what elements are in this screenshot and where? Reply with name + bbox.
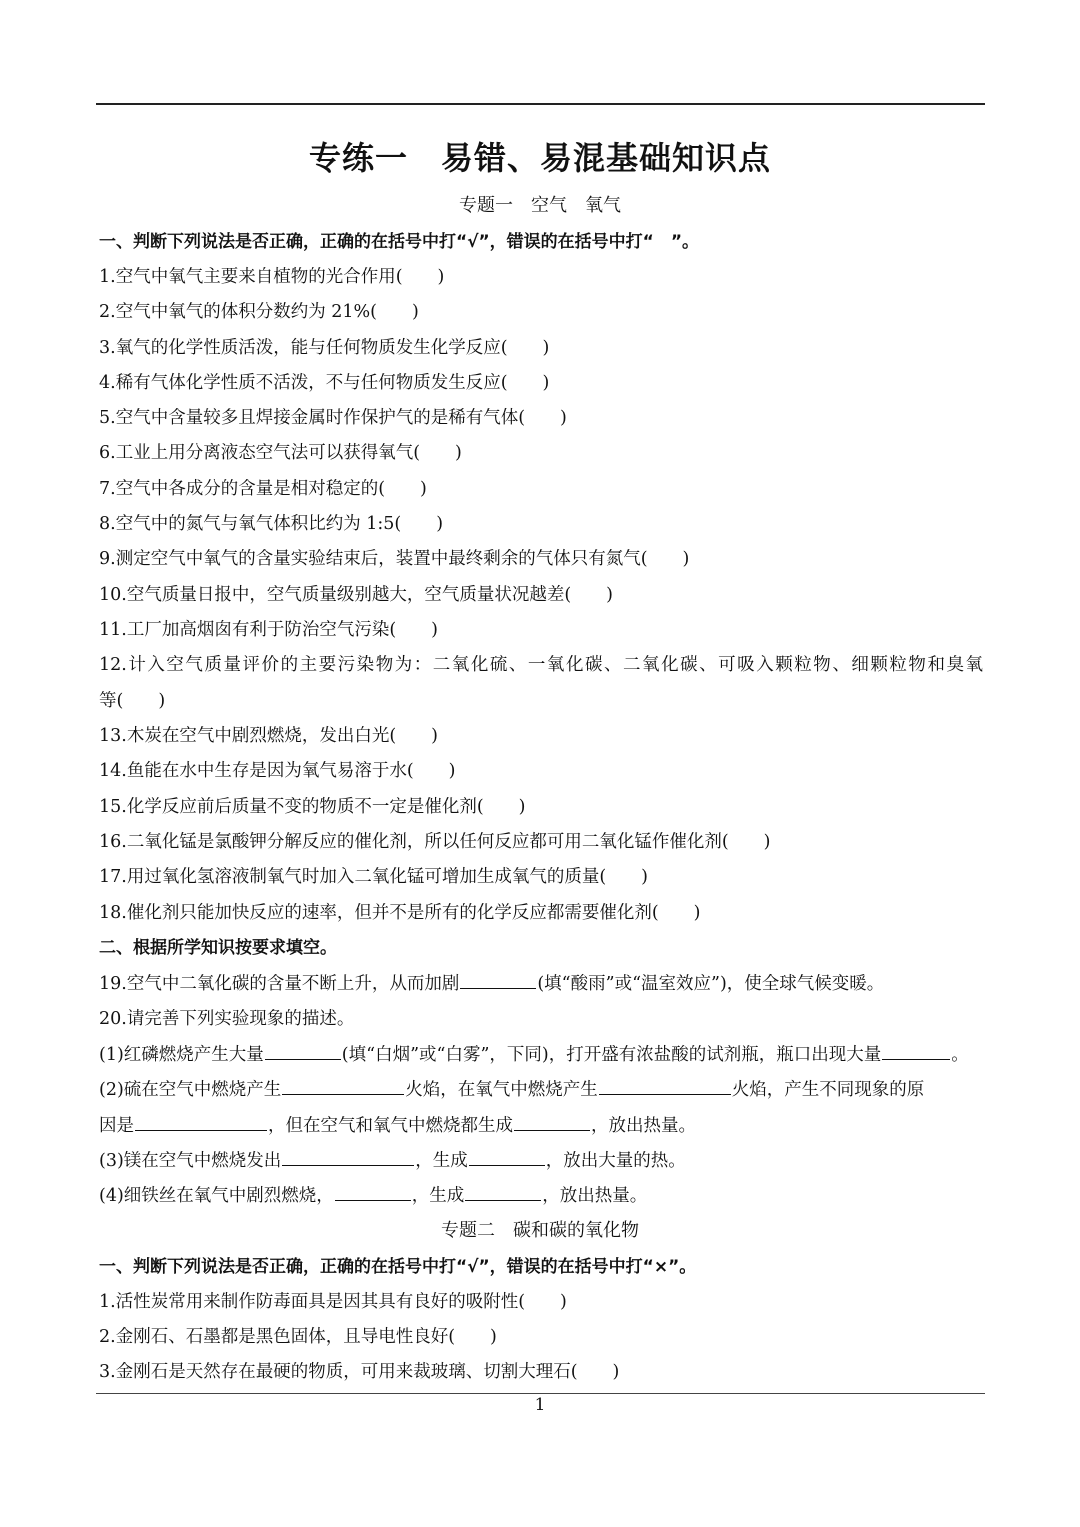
- question-20-2: (2)硫在空气中燃烧产生 火焰，在氧气中燃烧产生 火焰，产生不同现象的原: [99, 1076, 983, 1103]
- page-number: 1: [534, 1395, 546, 1415]
- answer-blank[interactable]: [599, 1076, 731, 1095]
- question-20-2-continued: 因是 ，但在空气和氧气中燃烧都生成 ，放出热量。: [99, 1112, 983, 1139]
- question-line: 1.活性炭常用来制作防毒面具是因其具有良好的吸附性( ): [99, 1292, 567, 1312]
- topic-1-heading: 专题一 空气 氧气: [459, 195, 621, 216]
- question-line: 3.金刚石是天然存在最硬的物质，可用来裁玻璃、切割大理石( ): [99, 1362, 620, 1382]
- answer-blank[interactable]: [282, 1147, 414, 1166]
- question-line: 9.测定空气中氧气的含量实验结束后，装置中最终剩余的气体只有氮气( ): [99, 549, 690, 569]
- answer-blank[interactable]: [514, 1112, 590, 1131]
- question-line: 13.木炭在空气中剧烈燃烧，发出白光( ): [99, 726, 438, 746]
- question-20: 20.请完善下列实验现象的描述。: [99, 1009, 355, 1029]
- question-line: 10.空气质量日报中，空气质量级别越大，空气质量状况越差( ): [99, 585, 613, 605]
- question-line: 1.空气中氧气主要来自植物的光合作用( ): [99, 267, 445, 287]
- answer-blank[interactable]: [335, 1182, 411, 1201]
- topic-1-part-1-heading: 一、判断下列说法是否正确，正确的在括号中打“√”，错误的在括号中打“ ”。: [99, 232, 700, 252]
- question-line: 2.金刚石、石墨都是黑色固体，且导电性良好( ): [99, 1327, 497, 1347]
- topic-1-part-2-heading: 二、根据所学知识按要求填空。: [99, 938, 337, 958]
- question-line: 6.工业上用分离液态空气法可以获得氧气( ): [99, 443, 462, 463]
- question-line: 7.空气中各成分的含量是相对稳定的( ): [99, 479, 427, 499]
- answer-blank[interactable]: [469, 1147, 545, 1166]
- question-line: 18.催化剂只能加快反应的速率，但并不是所有的化学反应都需要催化剂( ): [99, 903, 701, 923]
- question-line: 16.二氧化锰是氯酸钾分解反应的催化剂，所以任何反应都可用二氧化锰作催化剂( ): [99, 832, 771, 852]
- question-line: 12.计入空气质量评价的主要污染物为：二氧化硫、一氧化碳、二氧化碳、可吸入颗粒物、细颗粒物和臭氧: [99, 655, 983, 675]
- question-line: 11.工厂加高烟囱有利于防治空气污染( ): [99, 620, 438, 640]
- question-line: 8.空气中的氮气与氧气体积比约为 1:5( ): [99, 514, 444, 534]
- question-line: 3.氧气的化学性质活泼，能与任何物质发生化学反应( ): [99, 338, 550, 358]
- answer-blank[interactable]: [465, 1182, 541, 1201]
- answer-blank[interactable]: [282, 1076, 404, 1095]
- topic-2-heading: 专题二 碳和碳的氧化物: [441, 1220, 639, 1241]
- question-20-1: (1)红磷燃烧产生大量 (填“白烟”或“白雾”，下同)，打开盛有浓盐酸的试剂瓶，瓶口出现大量 。: [99, 1041, 983, 1068]
- question-line: 等( ): [99, 691, 166, 711]
- question-line: 5.空气中含量较多且焊接金属时作保护气的是稀有气体( ): [99, 408, 567, 428]
- question-20-4: (4)细铁丝在氧气中剧烈燃烧， ，生成 ，放出热量。: [99, 1182, 983, 1209]
- question-line: 14.鱼能在水中生存是因为氧气易溶于水( ): [99, 761, 456, 781]
- answer-blank[interactable]: [135, 1112, 267, 1131]
- question-line: 15.化学反应前后质量不变的物质不一定是催化剂( ): [99, 797, 526, 817]
- question-line: 2.空气中氧气的体积分数约为 21%( ): [99, 302, 419, 322]
- header-rule: [96, 103, 985, 105]
- question-20-3: (3)镁在空气中燃烧发出 ，生成 ，放出大量的热。: [99, 1147, 983, 1174]
- document-title: 专练一 易错、易混基础知识点: [308, 139, 771, 177]
- answer-blank[interactable]: [882, 1041, 950, 1060]
- question-line: 4.稀有气体化学性质不活泼，不与任何物质发生反应( ): [99, 373, 550, 393]
- question-line: 17.用过氧化氢溶液制氧气时加入二氧化锰可增加生成氧气的质量( ): [99, 867, 648, 887]
- answer-blank[interactable]: [265, 1041, 341, 1060]
- answer-blank[interactable]: [460, 970, 536, 989]
- question-19: 19.空气中二氧化碳的含量不断上升，从而加剧 (填“酸雨”或“温室效应”)，使全球气候变暖。: [99, 970, 983, 997]
- topic-2-part-1-heading: 一、判断下列说法是否正确，正确的在括号中打“√”，错误的在括号中打“×”。: [99, 1257, 697, 1277]
